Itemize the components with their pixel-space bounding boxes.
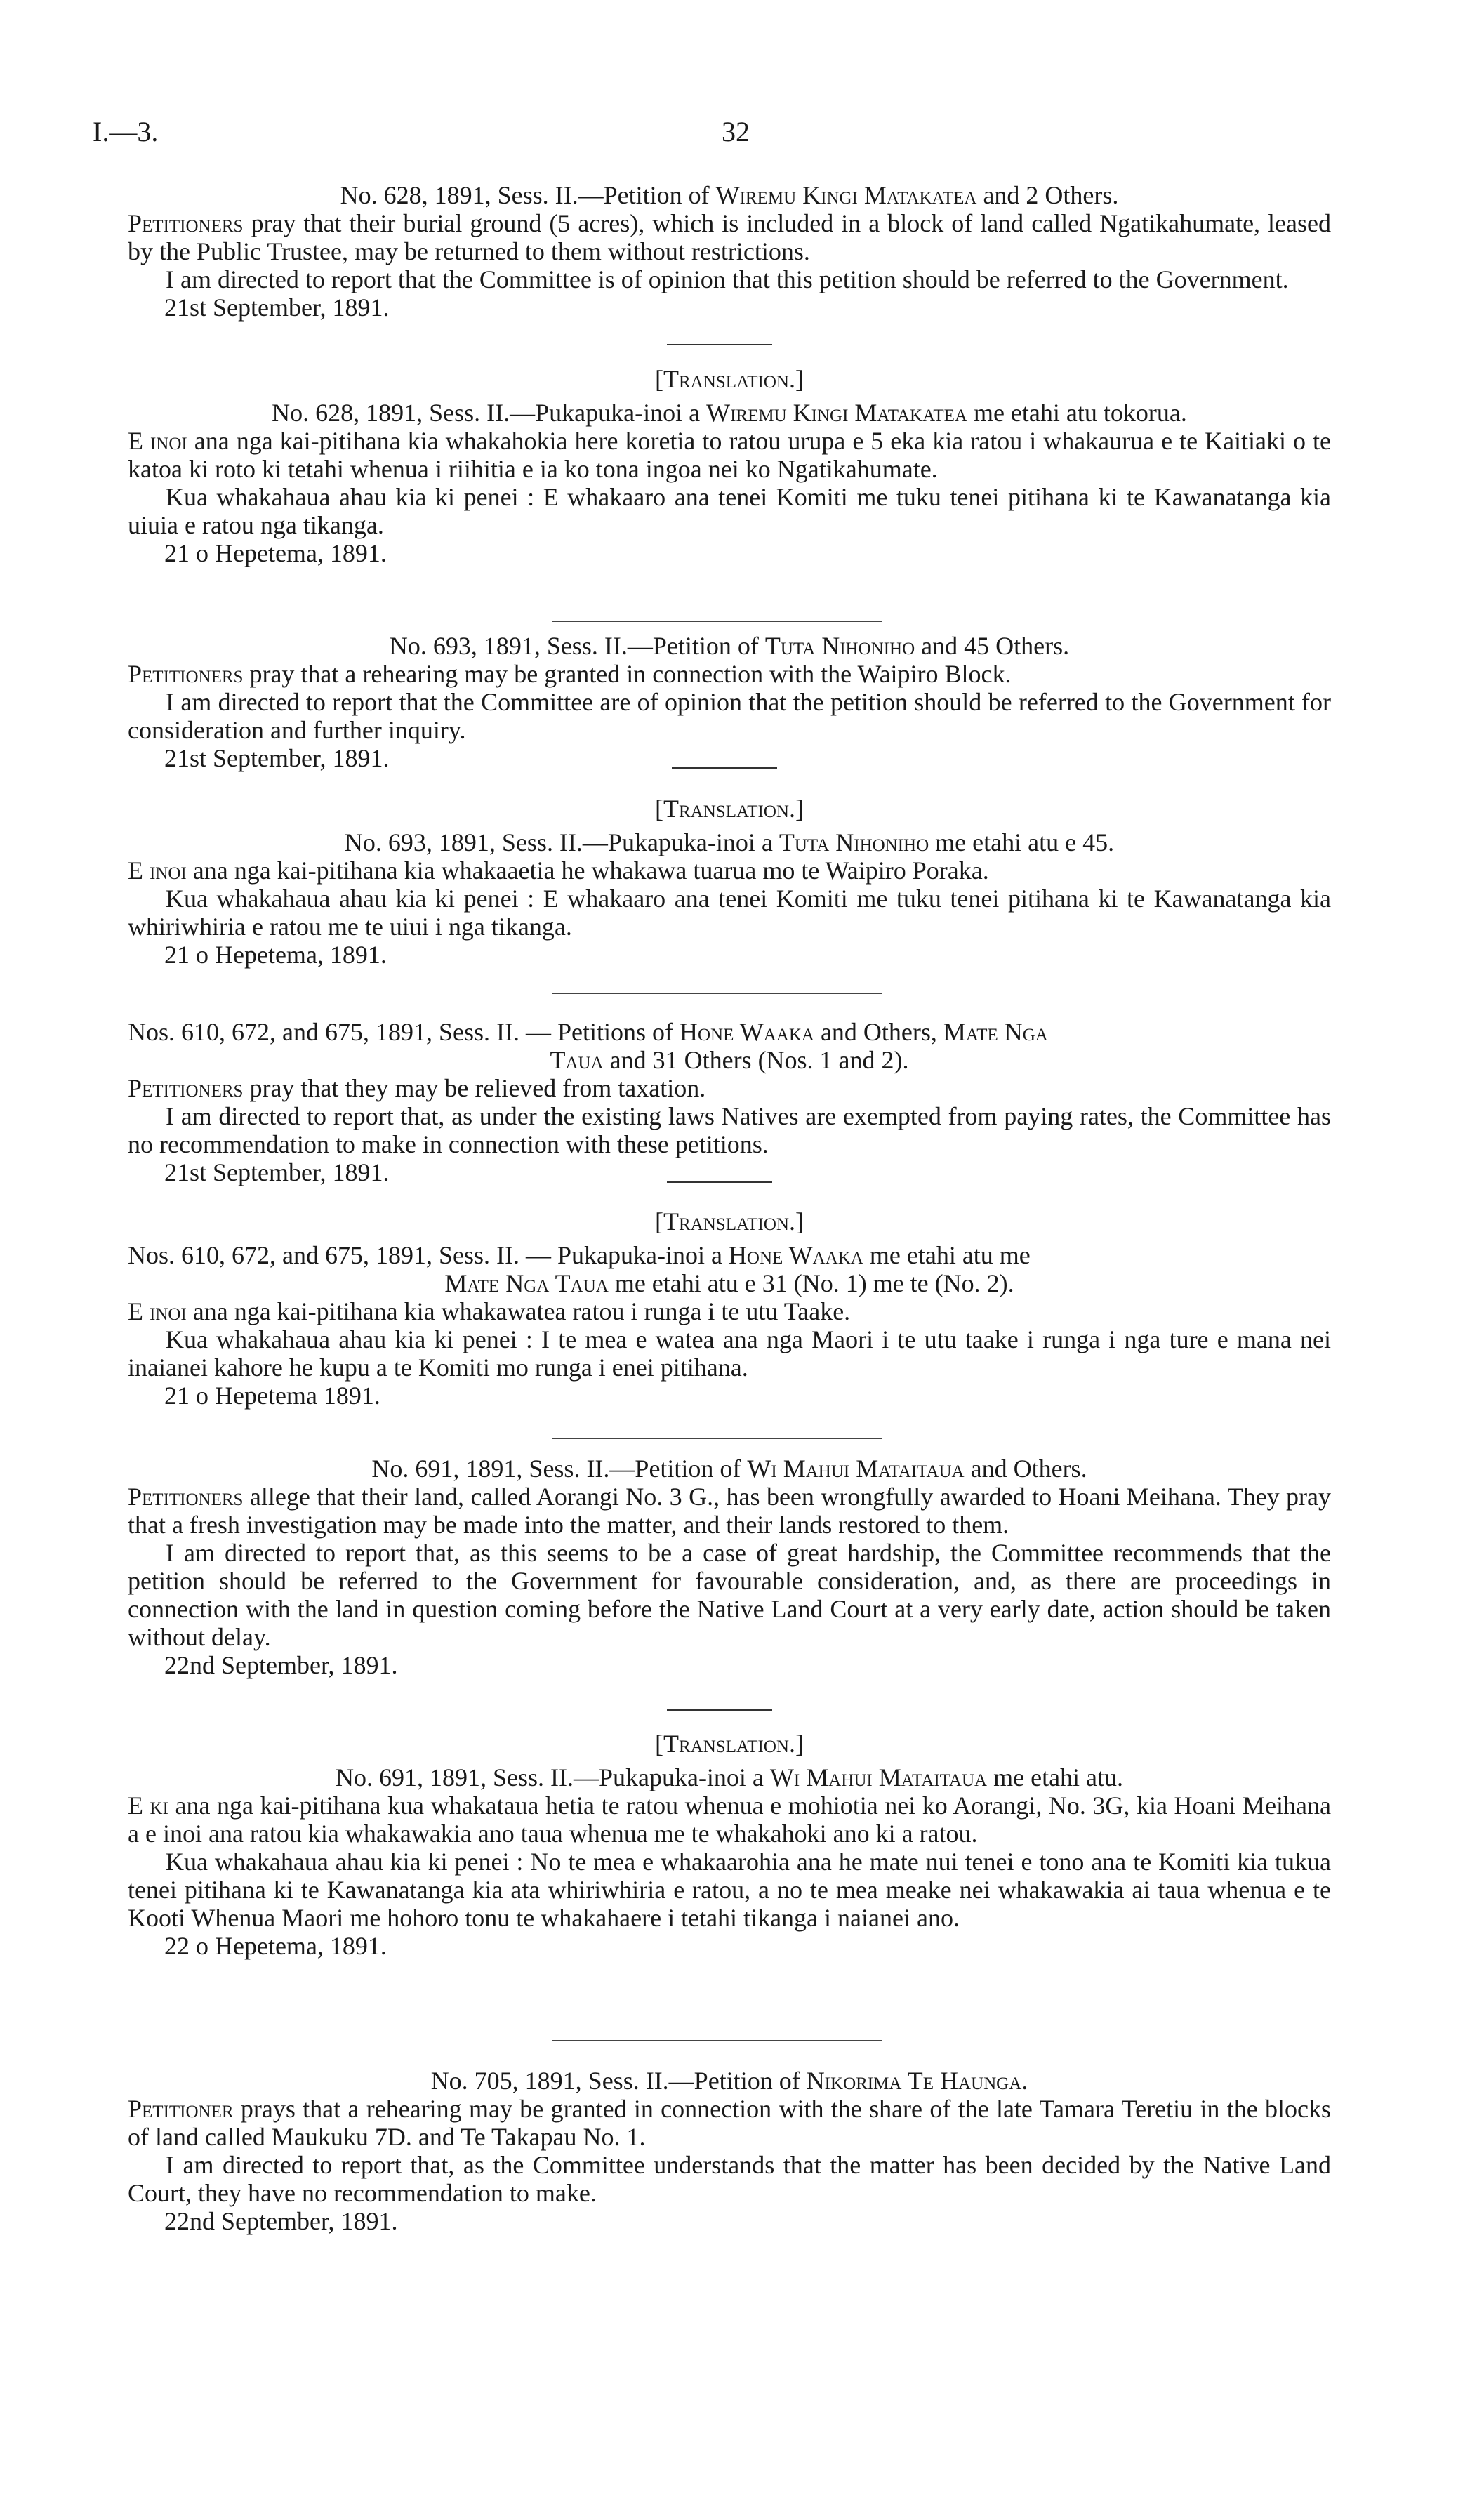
section-divider (552, 2040, 882, 2041)
section-divider (552, 993, 882, 994)
petition-705-english (128, 2067, 1331, 2235)
translation-label: [Translation.] (655, 795, 804, 823)
committee-report: I am directed to report that the Committee is of opinion that this petition should be referred to the Government. (166, 265, 1289, 293)
short-divider (672, 767, 777, 769)
petition-heading-line-2: Taua and 31 Others (Nos. 1 and 2). (550, 1046, 909, 1074)
section-divider (552, 1438, 882, 1439)
petition-693-translation (128, 795, 1331, 969)
petition-691-english (128, 1455, 1331, 1679)
report-date: 22 o Hepetema, 1891. (164, 1932, 387, 1960)
petition-heading: No. 693, 1891, Sess. II.—Petition of Tuta Nihoniho and 45 Others. (389, 632, 1070, 660)
petition-693-english (128, 632, 1331, 772)
petition-691-translation (128, 1730, 1331, 1960)
short-divider (667, 1181, 772, 1183)
petition-prayer: E ki ana nga kai-pitihana kua whakataua hetia te ratou whenua e mohiotia nei ko Aorangi, No. 3G, kia Hoani Meihana a e inoi ana ratou kia whakawakia ano taua whenua me te whakahoki ano ki a ratou. (128, 1791, 1332, 1848)
petition-heading-line-1: Nos. 610, 672, and 675, 1891, Sess. II. — Petitions of Hone Waaka and Others, Mate Nga (128, 1018, 1048, 1046)
petition-heading-line-1: Nos. 610, 672, and 675, 1891, Sess. II. — Pukapuka-inoi a Hone Waaka me etahi atu me (128, 1241, 1031, 1269)
page-number: 32 (722, 116, 750, 147)
petition-heading: No. 691, 1891, Sess. II.—Petition of Wi Mahui Mataitaua and Others. (371, 1455, 1087, 1483)
committee-report: I am directed to report that, as this seems to be a case of great hardship, the Committee recommends that the petition should be referred to the Government for favourable consideration, and, as there are proceedings in connection with the land in question coming before the Native Land Court at a very early date, action should be taken without delay. (128, 1539, 1331, 1651)
committee-report: I am directed to report that, as under the existing laws Natives are exempted from paying rates, the Committee has no recommendation to make in connection with these petitions. (128, 1102, 1331, 1158)
petition-heading: No. 628, 1891, Sess. II.—Pukapuka-inoi a Wiremu Kingi Matakatea me etahi atu tokorua. (272, 399, 1187, 427)
petition-prayer: E inoi ana nga kai-pitihana kia whakawatea ratou i runga i te utu Taake. (128, 1297, 851, 1325)
report-date: 21 o Hepetema, 1891. (164, 941, 387, 969)
petition-heading: No. 628, 1891, Sess. II.—Petition of Wiremu Kingi Matakatea and 2 Others. (340, 181, 1119, 209)
petition-heading: No. 693, 1891, Sess. II.—Pukapuka-inoi a Tuta Nihoniho me etahi atu e 45. (344, 828, 1115, 856)
committee-report: Kua whakahaua ahau kia ki penei : No te mea e whakaarohia ana he mate nui tenei e tono ana te Komiti kia tukua tenei pitihana ki te Kawanatanga kia ata whiriwhiria e ratou, a no te mea meake nei whakawakia ai taua whenua e te Kooti Whenua Maori me hohoro tonu te whakahaere i tetahi tikanga i naianei ano. (128, 1848, 1331, 1932)
short-divider (667, 344, 772, 345)
committee-report: Kua whakahaua ahau kia ki penei : E whakaaro ana tenei Komiti me tuku tenei pitihana ki te Kawanatanga kia whiriwhiria e ratou me te uiui i nga tikanga. (128, 885, 1331, 941)
translation-label: [Translation.] (655, 1730, 804, 1758)
petition-heading: No. 691, 1891, Sess. II.—Pukapuka-inoi a Wi Mahui Mataitaua me etahi atu. (335, 1763, 1124, 1791)
committee-report: Kua whakahaua ahau kia ki penei : I te mea e watea ana nga Maori i te utu taake i runga i nga ture e mana nei inaianei kahore he kupu a te Komiti mo runga i enei pitihana. (128, 1325, 1331, 1382)
translation-label: [Translation.] (655, 1207, 804, 1236)
petition-prayer: Petitioners allege that their land, called Aorangi No. 3 G., has been wrongfully awarded to Hoani Meihana. They pray that a fresh investigation may be made into the matter, and their lands restored to them. (128, 1483, 1331, 1539)
petition-heading-line-2: Mate Nga Taua me etahi atu e 31 (No. 1) me te (No. 2). (444, 1269, 1014, 1297)
report-date: 21st September, 1891. (164, 1158, 390, 1186)
report-date: 22nd September, 1891. (164, 1651, 398, 1679)
petition-heading: No. 705, 1891, Sess. II.—Petition of Nikorima Te Haunga. (430, 2067, 1028, 2095)
report-date: 21 o Hepetema 1891. (164, 1382, 380, 1410)
petition-prayer: Petitioners pray that their burial ground (5 acres), which is included in a block of land called Ngatikahumate, leased by the Public Trustee, may be returned to them without restrictions. (128, 209, 1332, 265)
series-reference: I.—3. (93, 116, 159, 147)
report-date: 21 o Hepetema, 1891. (164, 539, 387, 567)
short-divider (667, 1709, 772, 1711)
committee-report: I am directed to report that the Committee are of opinion that the petition should be referred to the Government for consideration and further inquiry. (128, 688, 1331, 744)
petitions-610-672-675-english (128, 1018, 1331, 1186)
report-date: 21st September, 1891. (164, 293, 390, 322)
petition-prayer: E inoi ana nga kai-pitihana kia whakaaetia he whakawa tuarua mo te Waipiro Poraka. (128, 856, 989, 885)
petitions-610-672-675-translation (128, 1207, 1331, 1410)
petition-prayer: Petitioner prays that a rehearing may be granted in connection with the share of the late Tamara Teretiu in the blocks of land called Maukuku 7D. and Te Takapau No. 1. (128, 2095, 1331, 2151)
committee-report: Kua whakahaua ahau kia ki penei : E whakaaro ana tenei Komiti me tuku tenei pitihana ki te Kawanatanga kia uiuia e ratou nga tikanga. (128, 483, 1331, 539)
translation-label: [Translation.] (655, 365, 804, 393)
petition-628-english (128, 181, 1331, 322)
committee-report: I am directed to report that, as the Committee understands that the matter has been decided by the Native Land Court, they have no recommendation to make. (128, 2151, 1331, 2207)
petition-prayer: Petitioners pray that a rehearing may be granted in connection with the Waipiro Block. (128, 660, 1012, 688)
report-date: 21st September, 1891. (164, 744, 390, 772)
report-date: 22nd September, 1891. (164, 2207, 398, 2235)
section-divider (552, 621, 882, 622)
petition-628-translation (128, 365, 1331, 567)
petition-prayer: E inoi ana nga kai-pitihana kia whakahokia here koretia to ratou urupa e 5 eka kia ratou i whakaurua e te Kaitiaki o te katoa ki roto ki tetahi whenua i riihitia e ia ko tona ingoa nei ko Ngatikahumate. (128, 427, 1332, 483)
petition-prayer: Petitioners pray that they may be relieved from taxation. (128, 1074, 706, 1102)
